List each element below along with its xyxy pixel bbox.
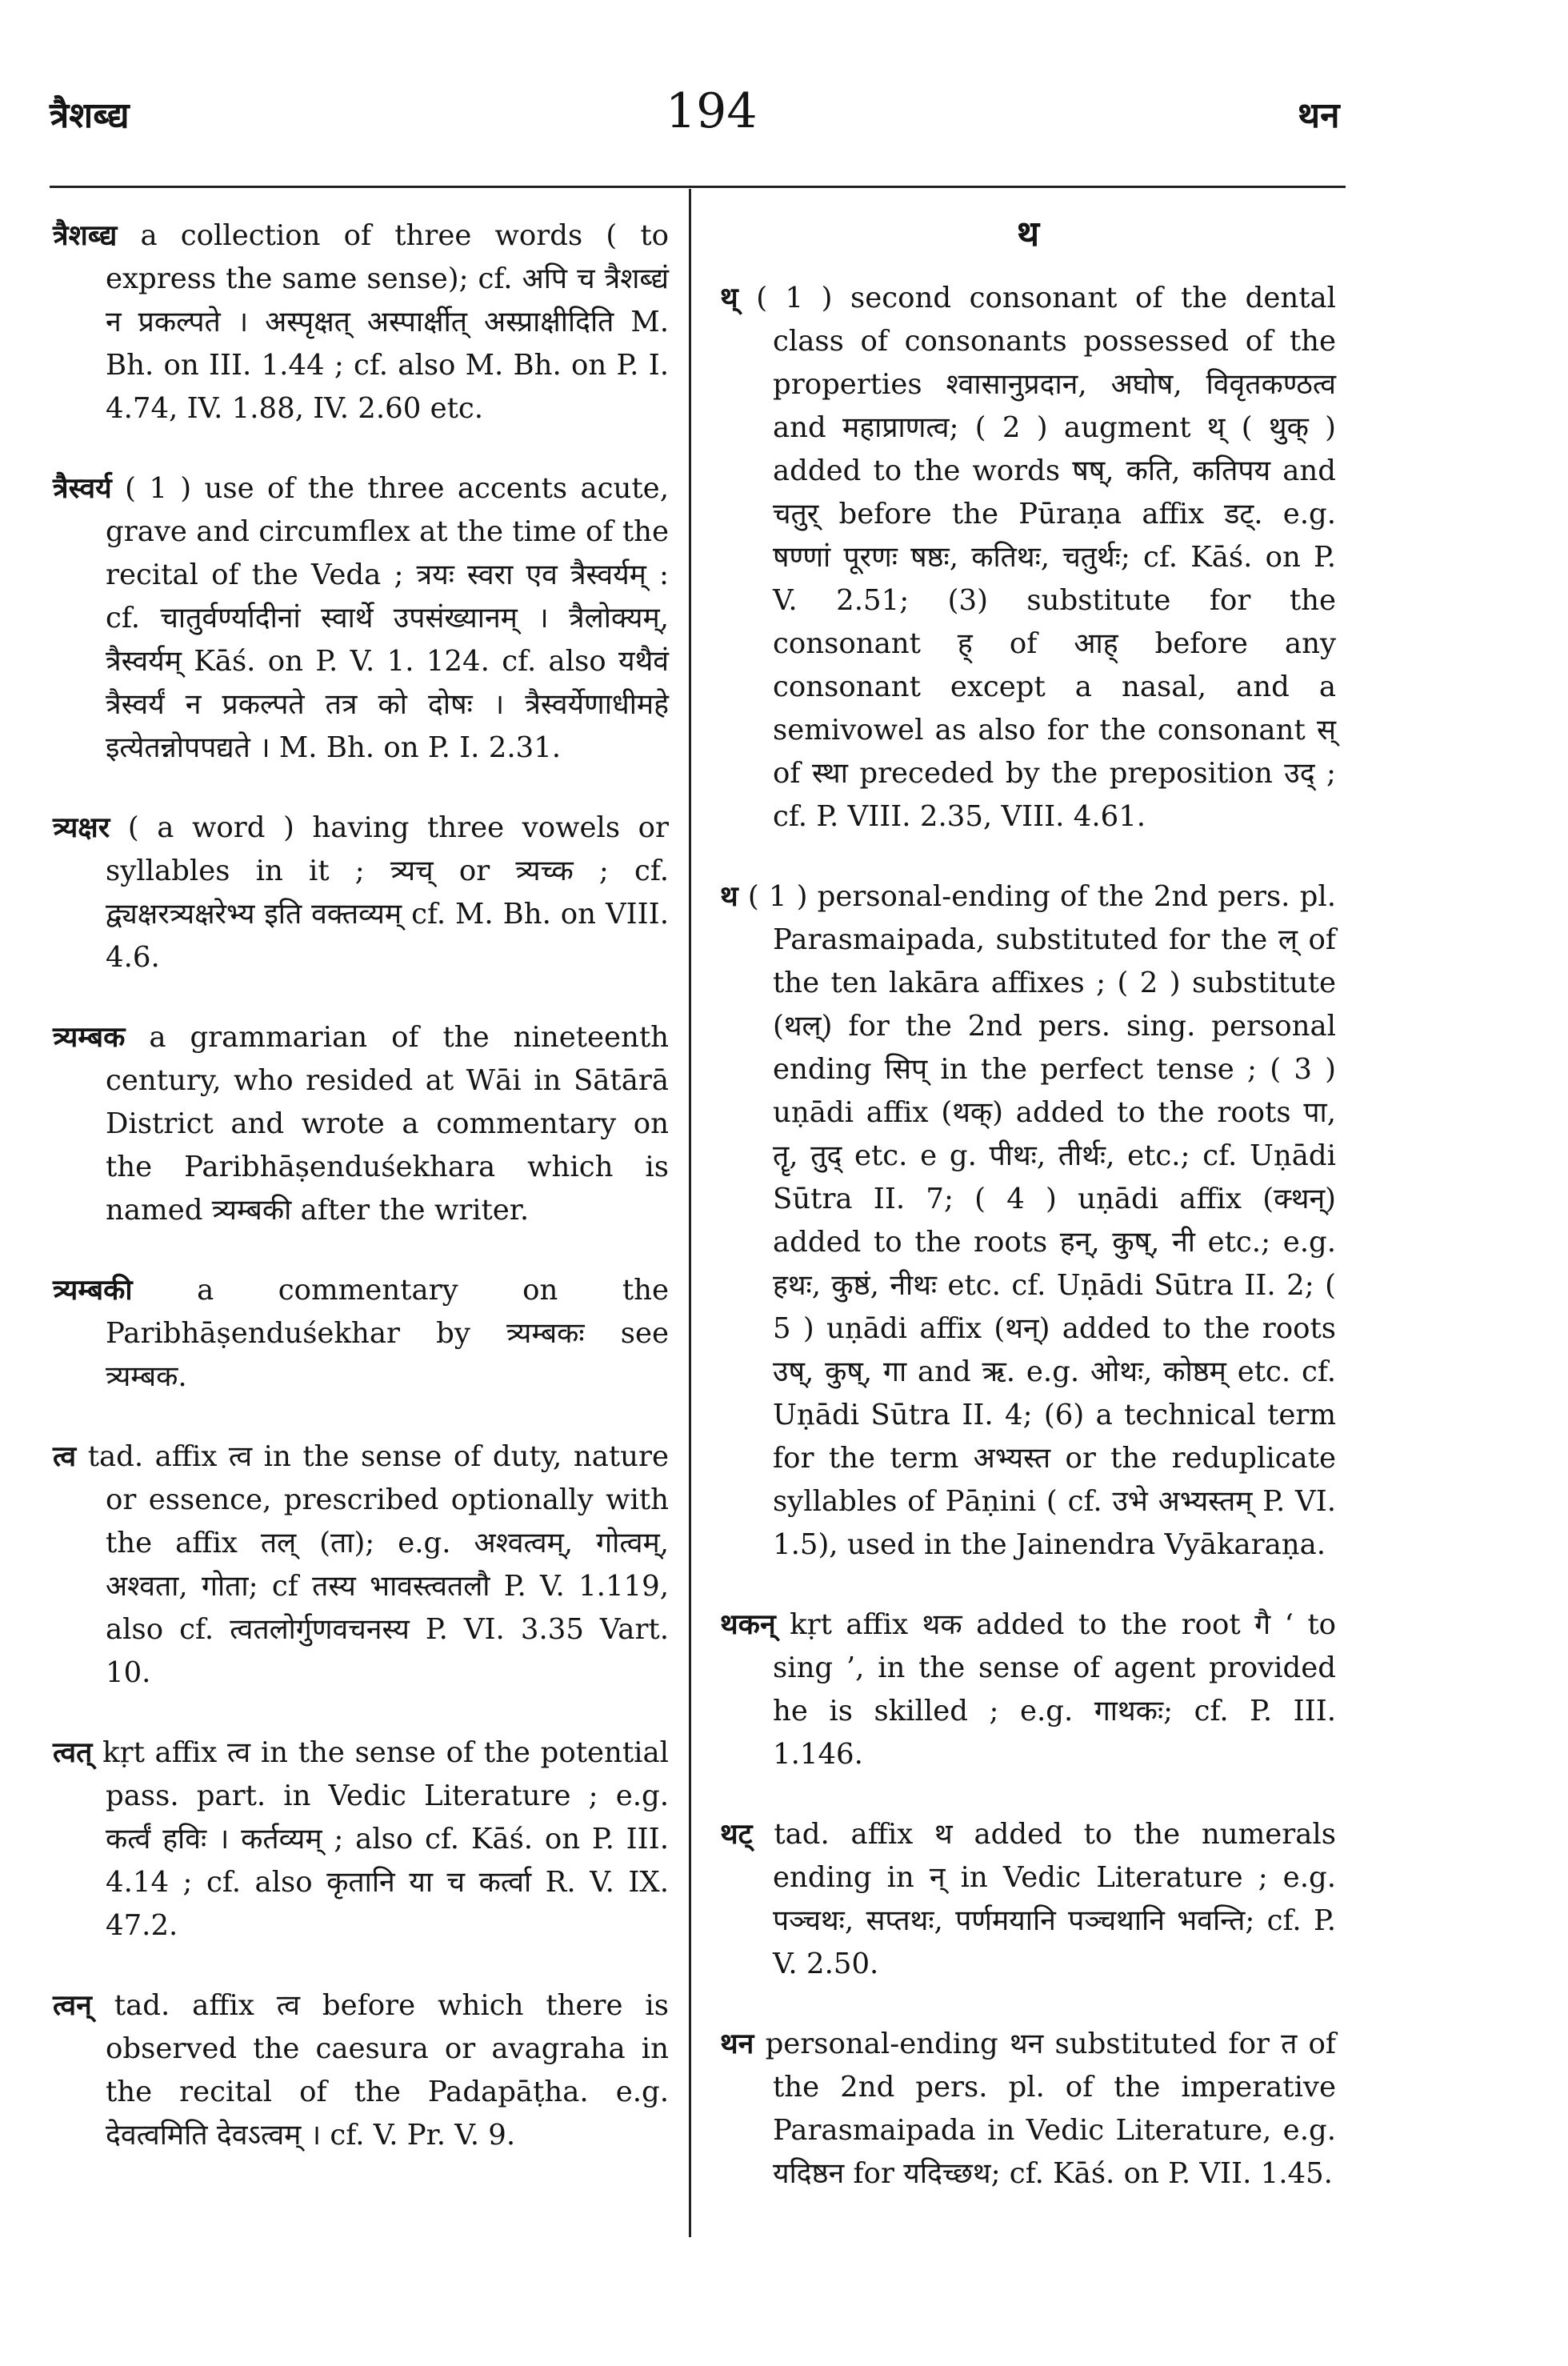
dictionary-entry	[53, 807, 669, 979]
dictionary-entry	[720, 1813, 1336, 1986]
entry-headword: त्रैस्वर्य	[53, 472, 112, 505]
entry-text: a commentary on the Paribhāṣenduśekhar by त्र्यम्बकः see त्र्यम्बक.	[106, 1274, 669, 1393]
entry-text: tad. affix त्व in the sense of duty, nature or essence, prescribed optionally with the affix तल् (ता); e.g. अश्वत्वम्, गोत्वम्, अश्वता, गोता; cf तस्य भावस्त्वतलौ P. V. 1.119, also cf. त्वतलोर्गुणवचनस्य P. VI. 3.35 Vart. 10.	[87, 1440, 669, 1689]
dictionary-entry	[53, 1984, 669, 2157]
entry-headword: थ	[720, 880, 738, 913]
entry-headword: त्रैशब्द्य	[53, 219, 118, 252]
entry-text: kṛt affix त्व in the sense of the potential pass. part. in Vedic Literature ; e.g. कर्त्वं हविः । कर्तव्यम् ; also cf. Kāś. on P. III. 4.14 ; cf. also कृतानि या च कर्त्वा R. V. IX. 47.2.	[102, 1736, 669, 1942]
entry-text: a grammarian of the nineteenth century, who resided at Wāi in Sātārā District and wrote a commentary on the Paribhāṣenduśekhara which is named त्र्यम्बकी after the writer.	[106, 1021, 669, 1227]
dictionary-entry	[53, 214, 669, 430]
entry-headword: त्र्यक्षर	[53, 811, 110, 844]
entry-headword: त्र्यम्बकी	[53, 1274, 133, 1307]
dictionary-entry	[53, 1731, 669, 1948]
entry-text: kṛt affix थक added to the root गै ‘ to sing ’, in the sense of agent provided he is skilled ; e.g. गाथकः; cf. P. III. 1.146.	[773, 1608, 1336, 1771]
dictionary-entry	[720, 277, 1336, 839]
entry-headword: त्वन्	[53, 1989, 92, 2022]
entry-headword: थन	[720, 2028, 754, 2060]
page-number: 194	[666, 83, 758, 139]
entry-headword: त्व	[53, 1440, 77, 1473]
running-head-left: त्रैशब्द्य	[50, 95, 130, 136]
entry-headword: त्वत्	[53, 1736, 93, 1769]
entry-text: personal-ending थन substituted for त of the 2nd pers. pl. of the imperative Parasmaipada in Vedic Literature, e.g. यदिष्ठन for यदिच्छथ; cf. Kāś. on P. VII. 1.45.	[765, 2028, 1336, 2190]
dictionary-entry	[53, 1016, 669, 1232]
entry-text: tad. affix त्व before which there is observed the caesura or avagraha in the recital of the Padapāṭha. e.g. देवत्वमिति देवऽत्वम् । cf. V. Pr. V. 9.	[106, 1989, 669, 2152]
column-divider	[689, 189, 691, 2237]
dictionary-entry	[53, 1435, 669, 1695]
entry-text: ( a word ) having three vowels or syllables in it ; त्र्यच् or त्र्यच्क ; cf. द्व्यक्षरत्र्यक्षरेभ्य इति वक्तव्यम् cf. M. Bh. on VIII. 4.6.	[106, 811, 669, 974]
entry-headword: थट्	[720, 1818, 753, 1851]
entry-text: ( 1 ) personal-ending of the 2nd pers. pl. Parasmaipada, substituted for the ल् of the ten lakāra affixes ; ( 2 ) substitute (थल्) for the 2nd pers. sing. personal ending सिप् in the perfect tense ; ( 3 ) uṇādi affix (थक्) added to the roots पा, तॄ, तुद् etc. e g. पीथः, तीर्थः, etc.; cf. Uṇādi Sūtra II. 7; ( 4 ) uṇādi affix (क्थन्) added to the roots हन्, कुष्, नी etc.; e.g. हथः, कुष्ठं, नीथः etc. cf. Uṇādi Sūtra II. 2; ( 5 ) uṇādi affix (थन्) added to the roots उष्, कुष्, गा and ऋ. e.g. ओथः, कोष्ठम् etc. cf. Uṇādi Sūtra II. 4; (6) a technical term for the term अभ्यस्त or the reduplicate syllables of Pāṇini ( cf. उभे अभ्यस्तम् P. VI. 1.5), used in the Jainendra Vyākaraṇa.	[747, 880, 1336, 1561]
entry-text: ( 1 ) use of the three accents acute, grave and circumflex at the time of the recital of the Veda ; त्रयः स्वरा एव त्रैस्वर्यम् : cf. चातुर्वर्ण्यादीनां स्वार्थे उपसंख्यानम् । त्रैलोक्यम्, त्रैस्वर्यम् Kāś. on P. V. 1. 124. cf. also यथैवं त्रैस्वर्यं न प्रकल्पते तत्र को दोषः । त्रैस्वर्येणाधीमहे इत्येतन्नोपपद्यते । M. Bh. on P. I. 2.31.	[106, 472, 669, 764]
running-head	[50, 83, 1340, 147]
dictionary-entry	[720, 1603, 1336, 1776]
entry-headword: थ्	[720, 282, 738, 314]
right-column	[720, 214, 1336, 2232]
dictionary-entry	[720, 875, 1336, 1567]
dictionary-entry	[53, 1269, 669, 1399]
entry-headword: त्र्यम्बक	[53, 1021, 126, 1054]
entry-text: ( 1 ) second consonant of the dental class of consonants possessed of the properties श्वासानुप्रदान, अघोष, विवृतकण्ठत्व and महाप्राणत्व; ( 2 ) augment थ् ( थुक् ) added to the words षष्, कति, कतिपय and चतुर् before the Pūraṇa affix डट्. e.g. षण्णां पूरणः षष्ठः, कतिथः, चतुर्थः; cf. Kāś. on P. V. 2.51; (3) substitute for the consonant ह् of आह् before any consonant except a nasal, and a semivowel as also for the consonant स् of स्था preceded by the preposition उद् ; cf. P. VIII. 2.35, VIII. 4.61.	[756, 282, 1336, 833]
entry-headword: थकन्	[720, 1608, 776, 1641]
header-rule	[50, 186, 1346, 188]
entry-text: tad. affix थ added to the numerals ending in न् in Vedic Literature ; e.g. पञ्चथः, सप्तथः, पर्णमयानि पञ्चथानि भवन्ति; cf. P. V. 2.50.	[773, 1818, 1336, 1980]
dictionary-entry	[720, 2023, 1336, 2196]
running-head-right: थन	[1298, 95, 1340, 136]
entry-text: a collection of three words ( to express the same sense); cf. अपि च त्रैशब्द्यं न प्रकल्पते । अस्पृक्षत् अस्पार्क्षीत् अस्प्राक्षीदिति M. Bh. on III. 1.44 ; cf. also M. Bh. on P. I. 4.74, IV. 1.88, IV. 2.60 etc.	[106, 219, 669, 425]
left-column	[53, 214, 669, 2194]
dictionary-entry	[53, 467, 669, 770]
section-heading: थ	[1016, 214, 1040, 254]
